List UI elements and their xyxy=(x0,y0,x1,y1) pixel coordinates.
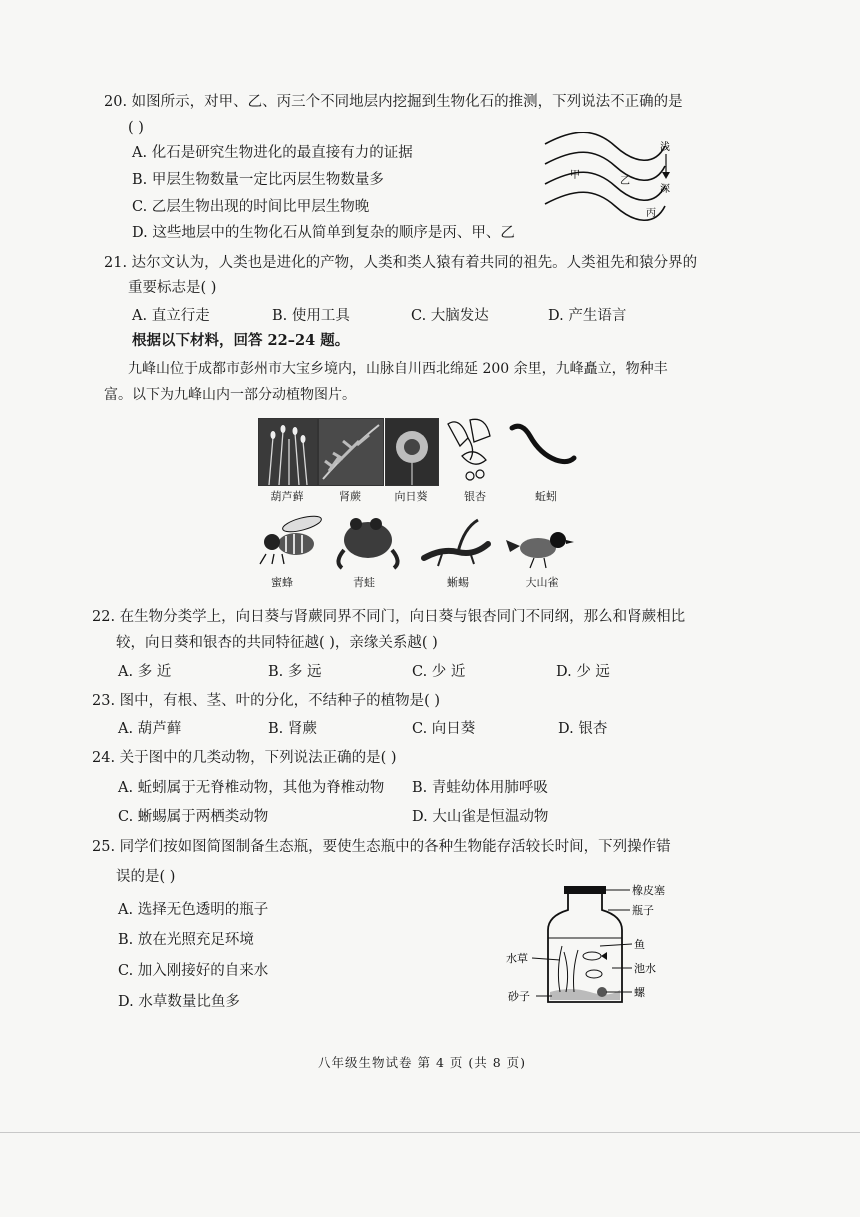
q21-stem-line1: 21. 达尔文认为，人类也是进化的产物，人类和类人猿有着共同的祖先。人类祖先和猿分界的 xyxy=(104,255,698,271)
q25-option-b: B. 放在光照充足环境 xyxy=(118,932,254,948)
moss-image xyxy=(259,419,317,485)
rubber-stopper xyxy=(564,886,606,894)
waterweed xyxy=(558,946,578,992)
material-text-line2: 富。以下为九峰山内一部分动植物图片。 xyxy=(104,387,356,403)
q25-option-c: C. 加入刚接好的自来水 xyxy=(118,963,269,979)
caption-lizard: 蜥蜴 xyxy=(447,576,469,589)
q24-option-b: B. 青蛙幼体用肺呼吸 xyxy=(412,780,548,796)
leader-plant xyxy=(532,958,560,960)
q25-option-d: D. 水草数量比鱼多 xyxy=(118,994,240,1010)
label-bottle: 瓶子 xyxy=(632,904,654,917)
fern-photo xyxy=(318,418,384,486)
caption-great-tit: 大山雀 xyxy=(525,576,559,589)
fish-tail xyxy=(601,952,607,960)
caption-bee: 蜜蜂 xyxy=(271,576,293,589)
moss-photo xyxy=(258,418,318,486)
q23-option-d: D. 银杏 xyxy=(558,721,608,737)
q21-stem-line2: 重要标志是( ) xyxy=(128,280,217,296)
page-footer: 八年级生物试卷 第 4 页 (共 8 页) xyxy=(318,1055,527,1070)
q24-stem: 24. 关于图中的几类动物，下列说法正确的是( ) xyxy=(92,750,397,766)
sunflower-image xyxy=(386,419,438,485)
strata-label-yi: 乙 xyxy=(620,176,630,187)
material-heading: 根据以下材料，回答 22–24 题。 xyxy=(132,332,350,349)
caption-frog: 青蛙 xyxy=(353,576,375,589)
fish-shape-2 xyxy=(586,970,602,978)
q25-stem-line1: 25. 同学们按如图简图制备生态瓶，要使生态瓶中的各种生物能存活较长时间，下列操作错 xyxy=(92,839,671,855)
label-plant: 水草 xyxy=(506,952,528,965)
q24-option-d: D. 大山雀是恒温动物 xyxy=(412,809,549,825)
q21-option-d: D. 产生语言 xyxy=(548,308,627,324)
q21-option-c: C. 大脑发达 xyxy=(411,308,489,324)
q22-stem-line2: 较，向日葵和银杏的共同特征越( )，亲缘关系越( ) xyxy=(116,635,438,651)
caption-earthworm: 蚯蚓 xyxy=(535,490,557,503)
label-sand: 砂子 xyxy=(508,990,530,1003)
q25-option-a: A. 选择无色透明的瓶子 xyxy=(118,902,269,918)
q20-option-a: A. 化石是研究生物进化的最直接有力的证据 xyxy=(132,145,413,161)
caption-fern: 肾蕨 xyxy=(339,490,361,503)
q20-stem: 20. 如图所示，对甲、乙、丙三个不同地层内挖掘到生物化石的推测，下列说法不正确的是 xyxy=(104,94,683,110)
q20-blank: ( ) xyxy=(128,120,144,136)
earthworm-image xyxy=(508,420,578,472)
q23-option-c: C. 向日葵 xyxy=(412,721,476,737)
q23-stem: 23. 图中，有根、茎、叶的分化，不结种子的植物是( ) xyxy=(92,693,441,709)
label-fish: 鱼 xyxy=(634,938,645,951)
q24-option-c: C. 蜥蜴属于两栖类动物 xyxy=(118,809,269,825)
snail-shape xyxy=(597,987,607,997)
label-stopper: 橡皮塞 xyxy=(632,884,665,897)
leader-fish xyxy=(600,944,632,946)
great-tit-image xyxy=(504,522,576,572)
q23-option-a: A. 葫芦藓 xyxy=(118,721,182,737)
strata-diagram xyxy=(540,132,700,222)
q22-stem-line1: 22. 在生物分类学上，向日葵与肾蕨同界不同门，向日葵与银杏同门不同纲，那么和肾蕨相比 xyxy=(92,609,686,625)
q22-option-b: B. 多 远 xyxy=(268,664,322,680)
caption-sunflower: 向日葵 xyxy=(394,490,428,503)
q24-option-a: A. 蚯蚓属于无脊椎动物，其他为脊椎动物 xyxy=(118,780,385,796)
q20-option-c: C. 乙层生物出现的时间比甲层生物晚 xyxy=(132,199,370,215)
caption-ginkgo: 银杏 xyxy=(464,490,486,503)
lizard-image xyxy=(418,514,500,568)
sand-layer xyxy=(550,989,620,1000)
ecobottle-diagram xyxy=(500,880,680,1010)
frog-image xyxy=(330,510,406,570)
fish-shape xyxy=(583,952,601,960)
q22-option-d: D. 少 远 xyxy=(556,664,610,680)
strata-label-deep: 深 xyxy=(660,184,670,195)
fern-image xyxy=(319,419,383,485)
caption-moss: 葫芦藓 xyxy=(270,490,304,503)
page-bottom-edge xyxy=(0,1132,860,1133)
material-text-line1: 九峰山位于成都市彭州市大宝乡境内，山脉自川西北绵延 200 余里，九峰矗立，物种丰 xyxy=(128,361,668,377)
q23-option-b: B. 肾蕨 xyxy=(268,721,317,737)
q20-option-d: D. 这些地层中的生物化石从简单到复杂的顺序是丙、甲、乙 xyxy=(132,225,515,241)
strata-label-bing: 丙 xyxy=(646,208,656,219)
ginkgo-image xyxy=(440,416,502,486)
bee-image xyxy=(246,512,330,566)
q21-option-a: A. 直立行走 xyxy=(132,308,210,324)
q20-option-b: B. 甲层生物数量一定比丙层生物数量多 xyxy=(132,172,384,188)
q25-stem-line2: 误的是( ) xyxy=(116,869,176,885)
strata-label-jia: 甲 xyxy=(570,170,580,181)
label-water: 池水 xyxy=(634,962,656,975)
depth-arrow-head xyxy=(662,172,670,179)
q21-option-b: B. 使用工具 xyxy=(272,308,350,324)
strata-label-shallow: 浅 xyxy=(660,142,670,153)
q22-option-a: A. 多 近 xyxy=(118,664,172,680)
label-snail: 螺 xyxy=(634,986,645,999)
q22-option-c: C. 少 近 xyxy=(412,664,466,680)
sunflower-photo xyxy=(385,418,439,486)
